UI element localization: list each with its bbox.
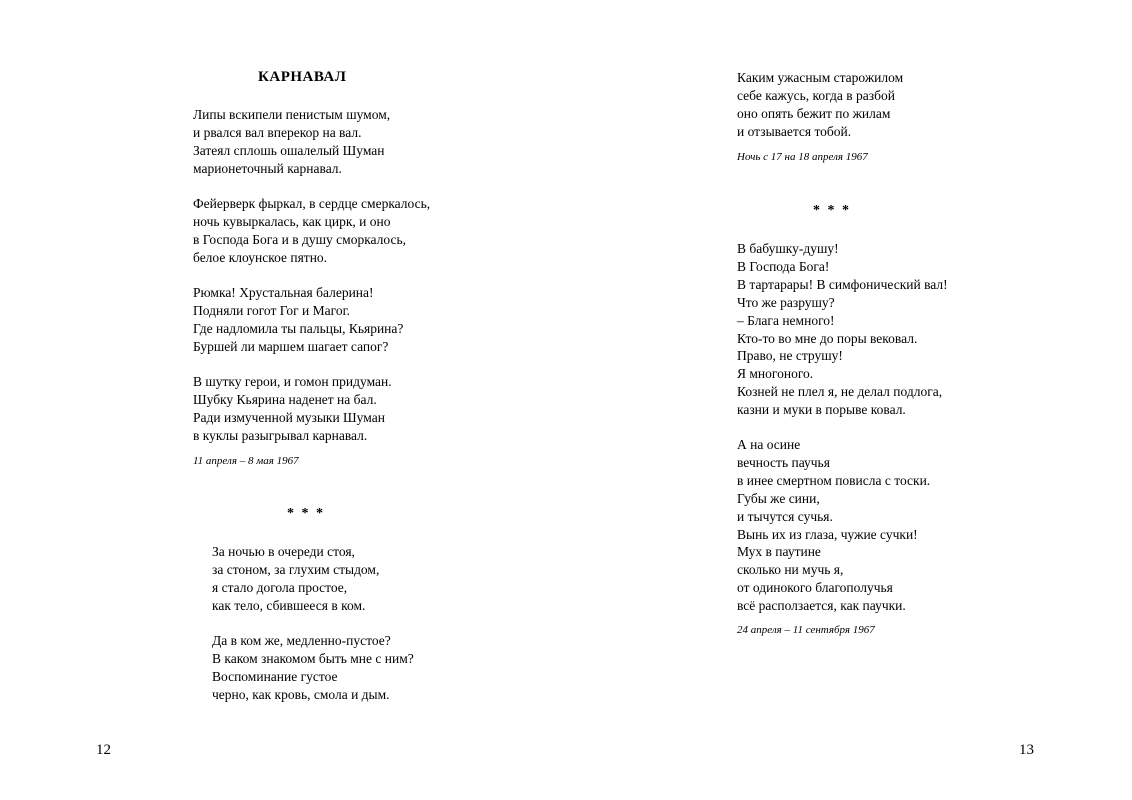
page-number: 12: [96, 742, 111, 758]
poem-line: марионеточный карнавал.: [193, 160, 342, 176]
stanza: [737, 69, 903, 141]
poem-line: Липы вскипели пенистым шумом,: [193, 107, 391, 122]
poem-line: В Господа Бога!: [737, 258, 830, 274]
section-stars: * * *: [813, 203, 851, 218]
poem-line: Каким ужасным старожилом: [737, 70, 904, 85]
poem-line: Рюмка! Хрустальная балерина!: [193, 285, 374, 300]
stanza: [193, 106, 390, 178]
poem-line: Что же разрушу?: [737, 294, 835, 310]
poem-line: Мух в паутине: [737, 544, 821, 560]
poem-line: В тартарары! В симфонический вал!: [737, 276, 948, 292]
poem-line: от одинокого благополучья: [737, 580, 893, 596]
poem-line: и рвался вал вперекор на вал.: [193, 124, 362, 140]
right-page: [566, 0, 1132, 800]
poem-line: всё расползается, как паучки.: [737, 598, 906, 614]
poem-line: Вынь их из глаза, чужие сучки!: [737, 526, 918, 542]
poem-line: и тычутся сучья.: [737, 508, 833, 524]
poem-line: А на осине: [737, 437, 801, 452]
poem-line: Я многоного.: [737, 366, 814, 382]
poem-line: в куклы разыгрывал карнавал.: [193, 427, 368, 443]
poem-line: казни и муки в порыве ковал.: [737, 402, 906, 418]
poem-line: Козней не плел я, не делал подлога,: [737, 384, 943, 400]
stanza: [193, 373, 392, 445]
poem-line: я стало догола простое,: [212, 579, 348, 595]
stanza: [737, 240, 948, 419]
poem-line: в Господа Бога и в душу сморкалось,: [193, 231, 407, 247]
section-stars: * * *: [287, 506, 325, 521]
poem-date: 24 апреля – 11 сентября 1967: [737, 624, 875, 636]
poem-line: ночь кувыркалась, как цирк, и оно: [193, 213, 391, 229]
stanza: [737, 436, 930, 615]
poem-line: и отзывается тобой.: [737, 123, 852, 139]
poem-line: Ради измученной музыки Шуман: [193, 409, 385, 425]
poem-line: В каком знакомом быть мне с ним?: [212, 650, 414, 666]
poem-line: Шубку Кьярина наденет на бал.: [193, 391, 377, 407]
page-number: 13: [1019, 742, 1034, 758]
poem-title: КАРНАВАЛ: [258, 69, 347, 85]
poem-line: вечность паучья: [737, 454, 830, 470]
poem-line: Кто-то во мне до поры вековал.: [737, 330, 918, 346]
poem-line: Затеял сплошь ошалелый Шуман: [193, 142, 385, 158]
poem-line: черно, как кровь, смола и дым.: [212, 686, 390, 702]
stanza: [193, 284, 403, 356]
poem-line: Фейерверк фыркал, в сердце смеркалось,: [193, 196, 431, 211]
poem-line: как тело, сбившееся в ком.: [212, 597, 366, 613]
poem-date: Ночь с 17 на 18 апреля 1967: [737, 151, 868, 163]
stanza: [212, 543, 379, 615]
poem-line: За ночью в очереди стоя,: [212, 544, 355, 559]
poem-line: в инее смертном повисла с тоски.: [737, 472, 931, 488]
poem-line: Подняли гогот Гог и Магог.: [193, 302, 350, 318]
poem-line: Право, не струшу!: [737, 348, 843, 364]
poem-line: себе кажусь, когда в разбой: [737, 87, 895, 103]
poem-line: белое клоунское пятно.: [193, 249, 328, 265]
poem-line: оно опять бежит по жилам: [737, 105, 891, 121]
poem-line: Буршей ли маршем шагает сапог?: [193, 338, 389, 354]
poem-line: Где надломила ты пальцы, Кьярина?: [193, 320, 404, 336]
poem-line: за стоном, за глухим стыдом,: [212, 561, 380, 577]
stanza: [193, 195, 430, 267]
poem-date: 11 апреля – 8 мая 1967: [193, 455, 299, 467]
poem-line: Губы же сини,: [737, 490, 820, 506]
stanza: [212, 632, 414, 704]
poem-line: сколько ни мучь я,: [737, 562, 844, 578]
poem-line: – Блага немного!: [737, 312, 835, 328]
poem-line: В шутку герои, и гомон придуман.: [193, 374, 392, 389]
poem-line: Воспоминание густое: [212, 668, 338, 684]
poem-line: В бабушку-душу!: [737, 241, 839, 256]
poem-line: Да в ком же, медленно-пустое?: [212, 633, 391, 648]
